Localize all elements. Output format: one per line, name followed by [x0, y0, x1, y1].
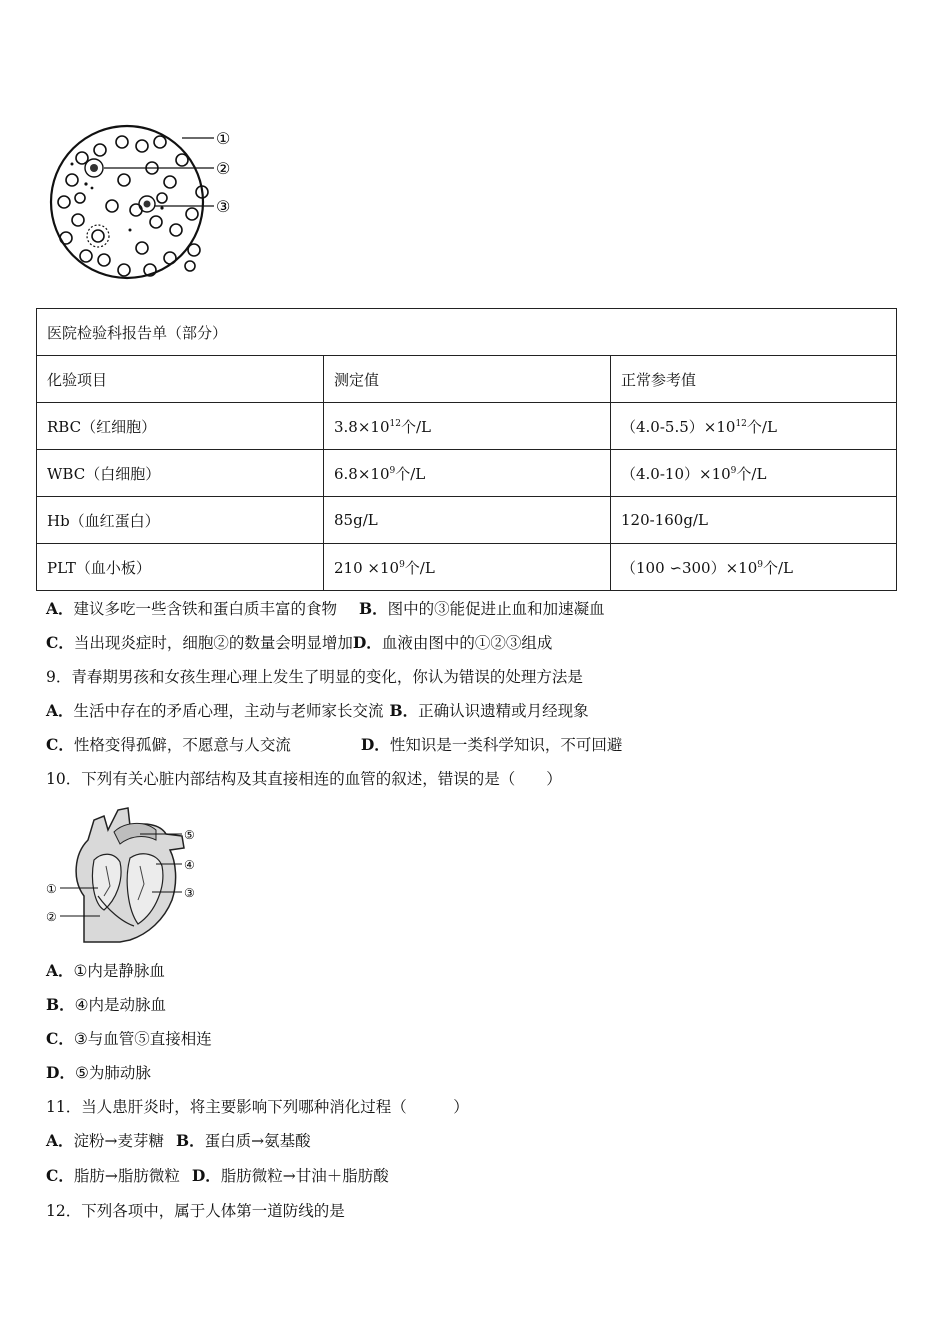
q9-options-cd: C．性格变得孤僻，不愿意与人交流 D．性知识是一类科学知识，不可回避	[46, 735, 623, 754]
q11-options-ab: A．淀粉→麦芽糖 B．蛋白质→氨基酸	[46, 1131, 311, 1150]
header-reference: 正常参考值	[611, 356, 897, 403]
row-value: 85g/L	[324, 497, 611, 544]
q9-stem: 9．青春期男孩和女孩生理心理上发生了明显的变化，你认为错误的处理方法是	[46, 668, 583, 686]
q10-option-c: C．③与血管⑤直接相连	[46, 1029, 212, 1048]
heart-label-3: ③	[184, 886, 195, 900]
header-value: 测定值	[324, 356, 611, 403]
row-reference: 120-160g/L	[611, 497, 897, 544]
q10-option-a: A．①内是静脉血	[46, 961, 165, 980]
table-row	[37, 403, 897, 450]
report-title-row	[37, 309, 897, 356]
table-row	[37, 450, 897, 497]
q11-stem: 11．当人患肝炎时，将主要影响下列哪种消化过程（ ）	[46, 1098, 469, 1116]
row-value: $210 \times 10^9$个/L	[324, 544, 611, 591]
row-item: Hb（血红蛋白）	[37, 497, 324, 544]
heart-label-1: ①	[46, 882, 57, 896]
q12-stem: 12．下列各项中，属于人体第一道防线的是	[46, 1202, 345, 1220]
row-value: $3.8\times 10^{12}$个/L	[324, 403, 611, 450]
heart-label-5: ⑤	[184, 828, 195, 842]
header-item: 化验项目	[37, 356, 324, 403]
blood-label-3: ③	[216, 197, 231, 216]
lab-report-table	[36, 308, 897, 591]
row-reference: $(4.0-5.5)\times 10^{12}$个/L	[611, 403, 897, 450]
heart-label-2: ②	[46, 910, 57, 924]
q9-options-ab: A．生活中存在的矛盾心理，主动与老师家长交流 B．正确认识遗精或月经现象	[46, 701, 589, 720]
table-row	[37, 497, 897, 544]
row-value: $6.8\times 10^9$个/L	[324, 450, 611, 497]
row-reference: （100 $∽300)\times 10^9$个/L	[611, 544, 897, 591]
blood-smear-figure	[42, 120, 242, 290]
q11-options-cd: C．脂肪→脂肪微粒 D．脂肪微粒→甘油＋脂肪酸	[46, 1166, 389, 1185]
heart-figure	[44, 800, 204, 945]
q10-option-b: B．④内是动脉血	[46, 995, 167, 1014]
row-reference: $(4.0-10)\times 10^9$个/L	[611, 450, 897, 497]
table-row	[37, 544, 897, 591]
row-item: WBC（白细胞）	[37, 450, 324, 497]
q10-option-d: D．⑤为肺动脉	[46, 1063, 151, 1082]
row-item: RBC（红细胞）	[37, 403, 324, 450]
blood-label-1: ①	[216, 129, 231, 148]
row-item: PLT（血小板）	[37, 544, 324, 591]
report-title: 医院检验科报告单（部分）	[37, 309, 897, 356]
q10-stem: 10．下列有关心脏内部结构及其直接相连的血管的叙述，错误的是（ ）	[46, 770, 562, 788]
report-header-row	[37, 356, 897, 403]
heart-label-4: ④	[184, 858, 195, 872]
q8-options-ab: A．建议多吃一些含铁和蛋白质丰富的食物 B．图中的③能促进止血和加速凝血	[46, 599, 605, 618]
blood-label-2: ②	[216, 159, 231, 178]
q8-options-cd: C．当出现炎症时，细胞②的数量会明显增加D．血液由图中的①②③组成	[46, 633, 553, 652]
